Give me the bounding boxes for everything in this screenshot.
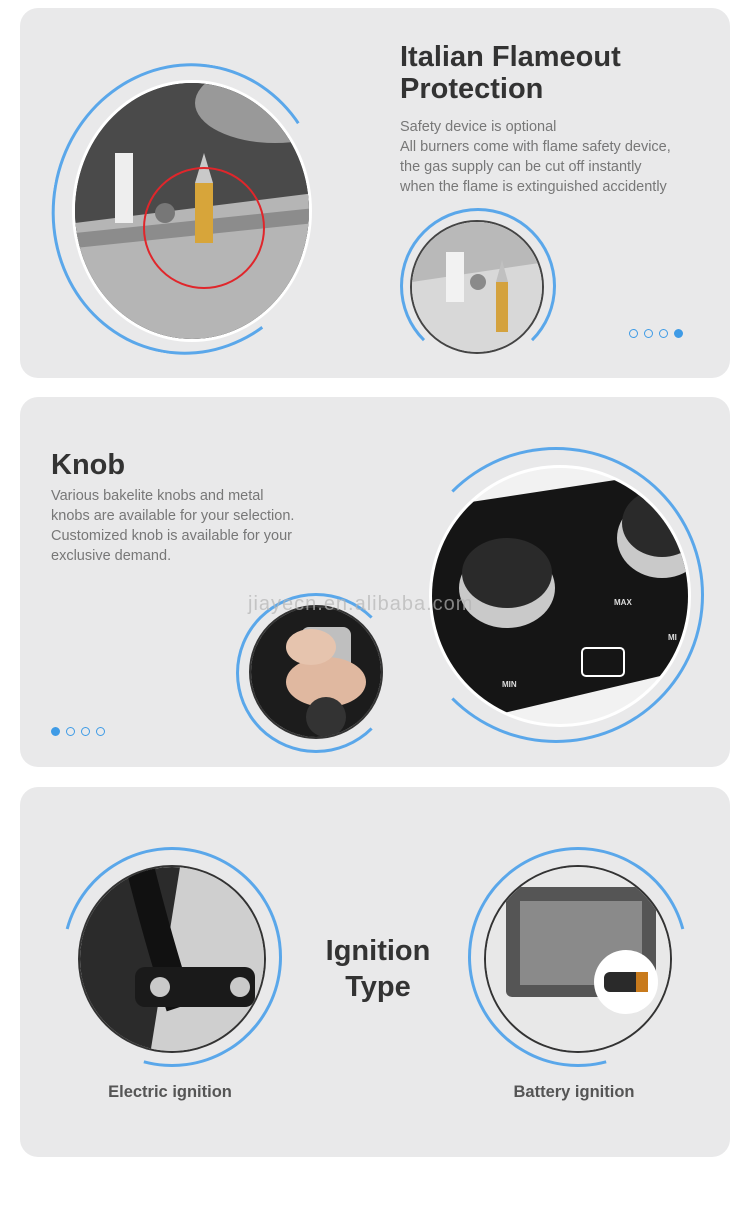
knob-card <box>20 397 730 767</box>
section-title <box>288 933 468 1005</box>
section-title: Knob <box>51 449 126 481</box>
title-line-2: Type <box>345 971 411 1003</box>
electric-ignition-photo <box>78 865 266 1053</box>
carousel-dot[interactable] <box>629 329 638 338</box>
knob-hand-photo <box>249 605 383 739</box>
watermark-text: jiayecn.en.alibaba.com <box>248 593 474 615</box>
sensor-closeup-photo <box>410 220 544 354</box>
carousel-dot[interactable] <box>66 727 75 736</box>
carousel-dot[interactable] <box>81 727 90 736</box>
carousel-dot[interactable] <box>644 329 653 338</box>
carousel-dots <box>51 727 105 736</box>
carousel-dot-active[interactable] <box>51 727 60 736</box>
flame-sensor-photo <box>72 80 312 342</box>
dial-label-mi: MI <box>668 633 677 642</box>
carousel-dot[interactable] <box>659 329 668 338</box>
section-title <box>400 41 621 105</box>
electric-ignition-caption: Electric ignition <box>108 1083 232 1101</box>
flameout-card <box>20 8 730 378</box>
section-description: Various bakelite knobs and metal knobs are available for your selection. Customized knob is available for your exclusive demand. <box>51 488 295 564</box>
title-line-1: Ignition <box>325 935 431 967</box>
title-line-2: Protection <box>400 73 544 105</box>
carousel-dots <box>629 329 683 338</box>
title-line-1: Italian Flameout <box>400 41 621 73</box>
carousel-dot[interactable] <box>96 727 105 736</box>
section-description: Safety device is optional All burners come with flame safety device, the gas supply can be cut off instantly when the flame is extinguished accidently <box>400 119 671 195</box>
ignition-card <box>20 787 730 1157</box>
battery-ignition-caption: Battery ignition <box>513 1083 635 1101</box>
battery-ignition-photo <box>484 865 672 1053</box>
carousel-dot-active[interactable] <box>674 329 683 338</box>
dial-label-max: MAX <box>614 598 632 607</box>
dial-label-min: MIN <box>502 680 517 689</box>
